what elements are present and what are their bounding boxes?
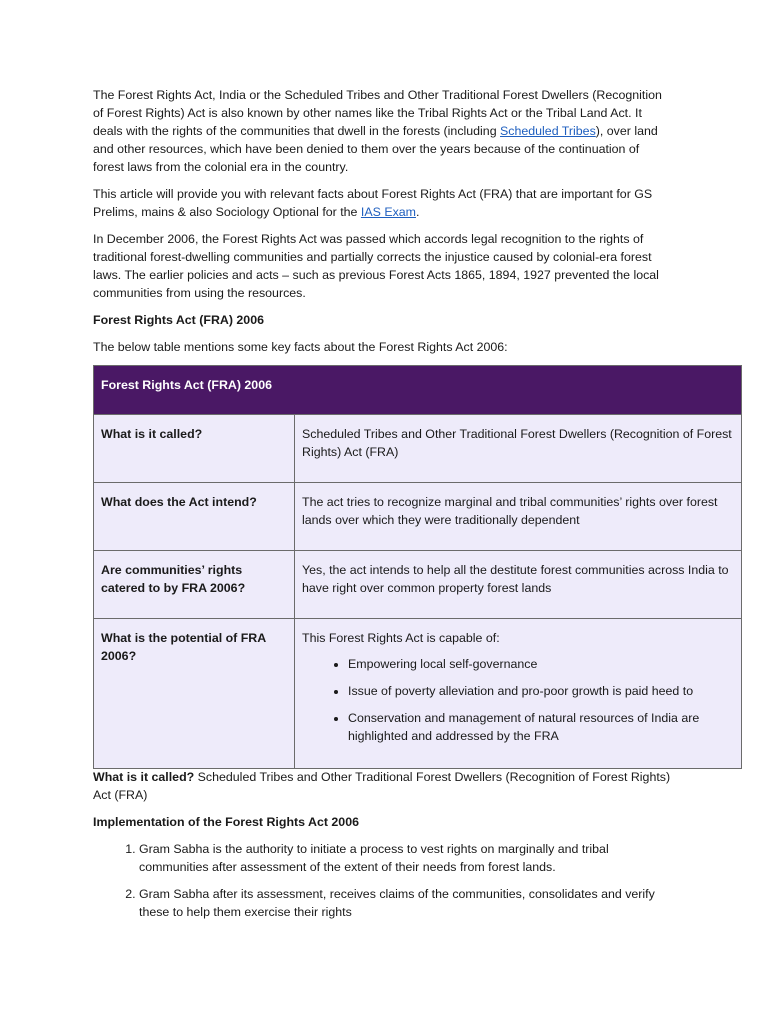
table-intro-text: The below table mentions some key facts about the Forest Rights Act 2006: <box>93 340 508 354</box>
list-item: • Issue of poverty alleviation and pro-poor growth is paid heed to <box>348 682 734 700</box>
row-question: What does the Act intend? <box>94 483 295 551</box>
potential-list <box>302 655 734 745</box>
table-row <box>94 415 742 483</box>
section-heading-fra: Forest Rights Act (FRA) 2006 <box>93 313 264 327</box>
table-row <box>94 551 742 619</box>
implementation-list <box>93 840 673 921</box>
what-is-it-called-text: Scheduled Tribes and Other Traditional Forest Dwellers (Recognition of Forest Rights) Act (FRA) <box>93 770 671 802</box>
p2-text-a: This article will provide you with relevant facts about Forest Rights Act (FRA) that are important for GS Prelims, mains & also Sociology Optional for the <box>93 187 653 219</box>
what-is-it-called-label: What is it called? <box>93 770 195 784</box>
p1-text-a: The Forest Rights Act, India or the Scheduled Tribes and Other Traditional Forest Dwellers (Recognition of Forest Rights) Act is also known by other names like the Tribal Rights Act or the Tribal Land Act. It deals with the rights of the communities that dwell in the forests (including <box>93 88 662 138</box>
row-answer: The act tries to recognize marginal and tribal communities’ rights over forest lands over which they were traditionally dependent <box>295 483 742 551</box>
row-answer: Scheduled Tribes and Other Traditional Forest Dwellers (Recognition of Forest Rights) Act (FRA) <box>295 415 742 483</box>
after-table-section <box>93 768 673 930</box>
table-header: Forest Rights Act (FRA) 2006 <box>94 366 742 415</box>
table-row <box>94 619 742 769</box>
list-item: • Conservation and management of natural resources of India are highlighted and addressed by the FRA <box>348 709 734 745</box>
fra-facts-table <box>93 365 742 769</box>
what-is-it-called-line <box>93 768 673 804</box>
ias-exam-link[interactable]: IAS Exam <box>360 205 416 219</box>
intro-section <box>93 86 673 365</box>
p2-text-b: . <box>416 205 420 219</box>
intro-paragraph-1 <box>93 86 673 176</box>
table-row <box>94 483 742 551</box>
potential-intro: This Forest Rights Act is capable of: <box>302 631 500 645</box>
row-question: What is the potential of FRA 2006? <box>94 619 295 769</box>
scheduled-tribes-link[interactable]: Scheduled Tribes <box>500 124 596 138</box>
list-item: 1. Gram Sabha is the authority to initiate a process to vest rights on marginally and tribal communities after assessment of the extent of their needs from forest lands. <box>139 840 673 876</box>
intro-paragraph-3: In December 2006, the Forest Rights Act was passed which accords legal recognition to the rights of traditional forest-dwelling communities and partially corrects the injustice caused by colonial-era forest laws. The earlier policies and acts – such as previous Forest Acts 1865, 1894, 1927 prevented the local communities from using the resources. <box>93 232 659 300</box>
row-question: What is it called? <box>94 415 295 483</box>
row-answer: Yes, the act intends to help all the destitute forest communities across India to have right over common property forest lands <box>295 551 742 619</box>
implementation-heading: Implementation of the Forest Rights Act 2006 <box>93 815 359 829</box>
intro-paragraph-2 <box>93 185 673 221</box>
row-answer <box>295 619 742 769</box>
list-item: • Empowering local self-governance <box>348 655 734 673</box>
row-question: Are communities’ rights catered to by FRA 2006? <box>94 551 295 619</box>
p1-text-b: ), over land and other resources, which have been denied to them over the years because of the continuation of forest laws from the colonial era in the country. <box>93 124 658 174</box>
list-item: 2. Gram Sabha after its assessment, receives claims of the communities, consolidates and verify these to help them exercise their rights <box>139 885 673 921</box>
